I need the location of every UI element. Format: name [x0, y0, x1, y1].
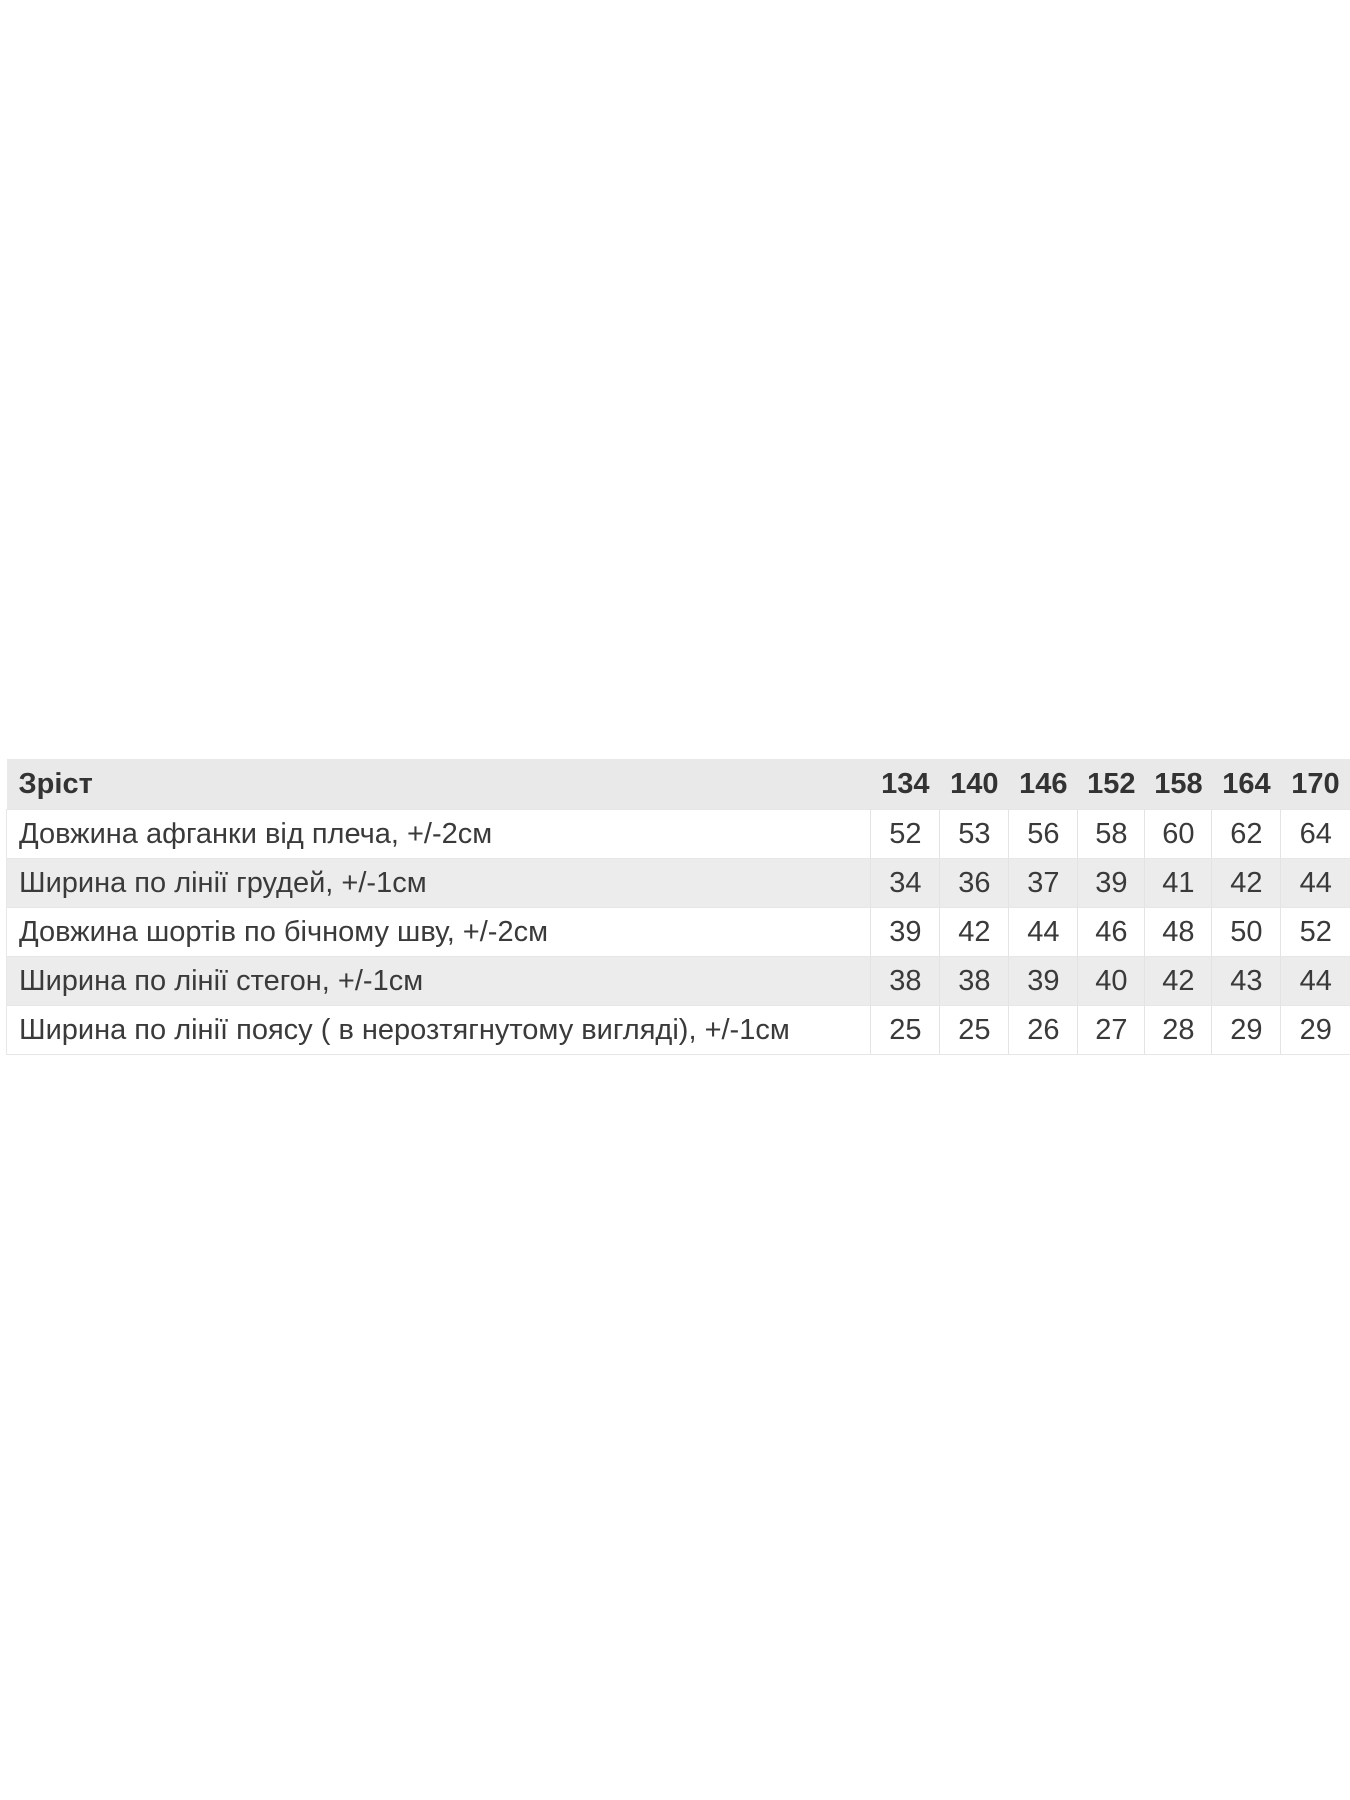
value-cell: 58: [1078, 810, 1145, 859]
value-cell: 53: [940, 810, 1009, 859]
row-label: Ширина по лінії грудей, +/-1см: [7, 859, 871, 908]
value-cell: 39: [871, 908, 940, 957]
value-cell: 25: [940, 1006, 1009, 1055]
value-cell: 44: [1281, 957, 1350, 1006]
value-cell: 64: [1281, 810, 1350, 859]
value-cell: 42: [1212, 859, 1281, 908]
value-cell: 44: [1281, 859, 1350, 908]
value-cell: 34: [871, 859, 940, 908]
value-cell: 36: [940, 859, 1009, 908]
table-row: [7, 810, 1350, 859]
value-cell: 42: [1145, 957, 1212, 1006]
value-cell: 26: [1009, 1006, 1078, 1055]
value-cell: 62: [1212, 810, 1281, 859]
value-cell: 37: [1009, 859, 1078, 908]
value-cell: 50: [1212, 908, 1281, 957]
header-label: Зріст: [18, 767, 93, 800]
value-cell: 43: [1212, 957, 1281, 1006]
table-header-row: [7, 759, 1350, 810]
value-cell: 46: [1078, 908, 1145, 957]
value-cell: 44: [1009, 908, 1078, 957]
size-header-cell: 164: [1222, 767, 1271, 800]
value-cell: 38: [940, 957, 1009, 1006]
value-cell: 42: [940, 908, 1009, 957]
table-row: [7, 859, 1350, 908]
size-header-cell: 170: [1291, 767, 1340, 800]
value-cell: 48: [1145, 908, 1212, 957]
value-cell: 38: [871, 957, 940, 1006]
value-cell: 28: [1145, 1006, 1212, 1055]
row-label: Довжина афганки від плеча, +/-2см: [7, 810, 871, 859]
value-cell: 27: [1078, 1006, 1145, 1055]
table-row: [7, 1006, 1350, 1055]
value-cell: 25: [871, 1006, 940, 1055]
value-cell: 41: [1145, 859, 1212, 908]
size-chart-table: [6, 759, 1350, 1055]
value-cell: 29: [1212, 1006, 1281, 1055]
size-header-cell: 158: [1154, 767, 1203, 800]
table-row: [7, 957, 1350, 1006]
value-cell: 52: [1281, 908, 1350, 957]
size-header-cell: 146: [1019, 767, 1068, 800]
row-label: Ширина по лінії стегон, +/-1см: [7, 957, 871, 1006]
value-cell: 39: [1009, 957, 1078, 1006]
value-cell: 40: [1078, 957, 1145, 1006]
size-header-cell: 134: [881, 767, 930, 800]
value-cell: 39: [1078, 859, 1145, 908]
size-header-cell: 140: [950, 767, 999, 800]
value-cell: 60: [1145, 810, 1212, 859]
value-cell: 29: [1281, 1006, 1350, 1055]
table-row: [7, 908, 1350, 957]
value-cell: 52: [871, 810, 940, 859]
row-label: Ширина по лінії поясу ( в нерозтягнутому вигляді), +/-1см: [7, 1006, 871, 1055]
value-cell: 56: [1009, 810, 1078, 859]
size-header-cell: 152: [1087, 767, 1136, 800]
row-label: Довжина шортів по бічному шву, +/-2см: [7, 908, 871, 957]
